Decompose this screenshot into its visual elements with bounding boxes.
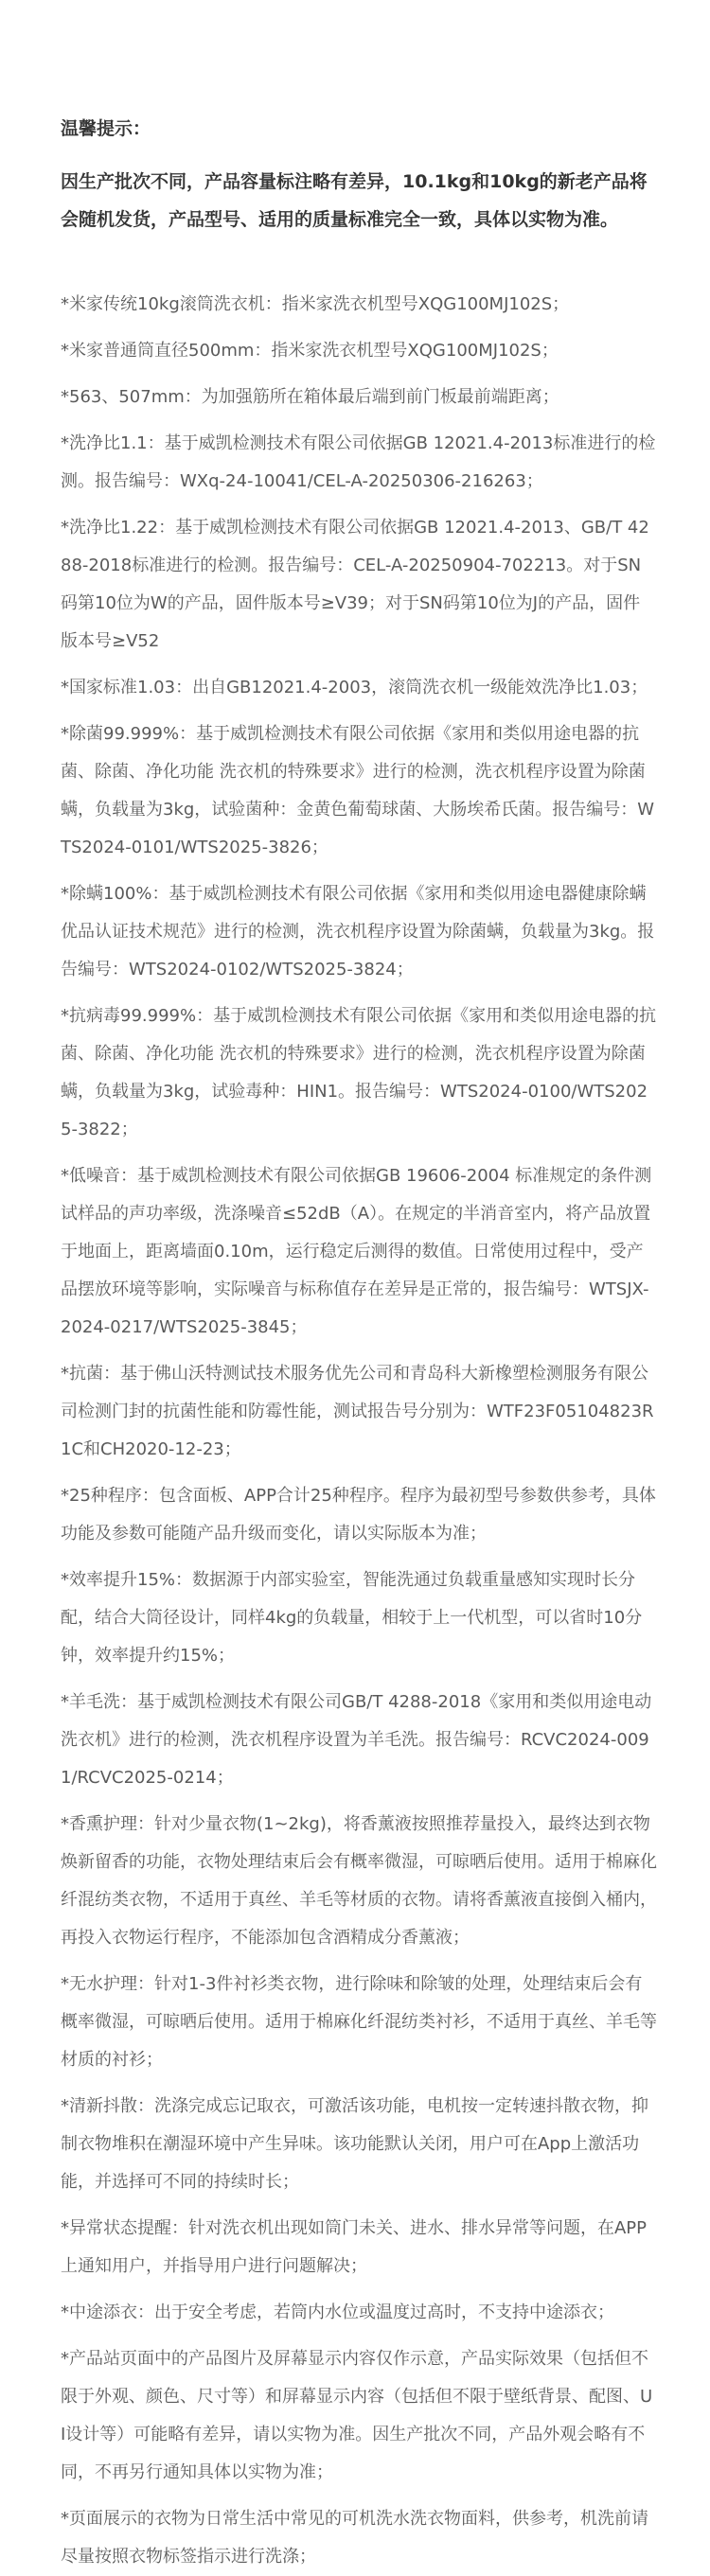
notice-text: 因生产批次不同，产品容量标注略有差异，10.1kg和10kg的新老产品将会随机发货，产品型号、适用的质量标准完全一致，具体以实物为准。 xyxy=(61,171,648,230)
footnote-item: *异常状态提醒：针对洗衣机出现如筒门未关、进水、排水异常等问题，在APP上通知用户，并指导用户进行问题解决； xyxy=(61,2218,648,2276)
footnote-item: *效率提升15%：数据源于内部实验室，智能洗通过负载重量感知实现时长分配，结合大筒径设计，同样4kg的负载量，相较于上一代机型，可以省时10分钟，效率提升约15%； xyxy=(61,1570,643,1666)
footnote-item: *香熏护理：针对少量衣物(1~2kg)，将香薰液按照推荐量投入，最终达到衣物焕新留香的功能，衣物处理结束后会有概率微湿，可晾晒后使用。适用于棉麻化纤混纺类衣物，不适用于真丝、羊毛等材质的衣物。请将香薰液直接倒入桶内，再投入衣物运行程序，不能添加包含酒精成分香薰液； xyxy=(61,1814,657,1948)
footnote-item: *除菌99.999%：基于威凯检测技术有限公司依据《家用和类似用途电器的抗菌、除菌、净化功能 洗衣机的特殊要求》进行的检测，洗衣机程序设置为除菌螨，负载量为3kg，试验菌种：金黄色葡萄球菌、大肠埃希氏菌。报告编号：WTS2024-0101/WTS2025-3826； xyxy=(61,724,655,857)
footnote-item: *除螨100%：基于威凯检测技术有限公司依据《家用和类似用途电器健康除螨优品认证技术规范》进行的检测，洗衣机程序设置为除菌螨，负载量为3kg。报告编号：WTS2024-0102/WTS2025-3824； xyxy=(61,884,655,979)
footnote-item: *中途添衣：出于安全考虑，若筒内水位或温度过高时，不支持中途添衣； xyxy=(61,2303,614,2322)
footnote-item: *产品站页面中的产品图片及屏幕显示内容仅作示意，产品实际效果（包括但不限于外观、颜色、尺寸等）和屏幕显示内容（包括但不限于壁纸背景、配图、UI设计等）可能略有差异，请以实物为准。因生产批次不同，产品外观会略有不同，不再另行通知具体以实物为准； xyxy=(61,2349,653,2482)
footnote-item: *无水护理：针对1-3件衬衫类衣物，进行除味和除皱的处理，处理结束后会有概率微湿，可晾晒后使用。适用于棉麻化纤混纺类衬衫，不适用于真丝、羊毛等材质的衬衫； xyxy=(61,1974,657,2070)
footnote-item: *清新抖散：洗涤完成忘记取衣，可激活该功能，电机按一定转速抖散衣物，抑制衣物堆积在潮湿环境中产生异味。该功能默认关闭，用户可在App上激活功能，并选择可不同的持续时长； xyxy=(61,2096,648,2192)
footnote-list xyxy=(61,286,657,2576)
notice-title: 温馨提示： xyxy=(61,118,151,139)
notice-section xyxy=(61,112,657,238)
footnote-item: *米家普通筒直径500mm：指米家洗衣机型号XQG100MJ102S； xyxy=(61,341,559,361)
footnote-item: *羊毛洗：基于威凯检测技术有限公司GB/T 4288-2018《家用和类似用途电动洗衣机》进行的检测，洗衣机程序设置为羊毛洗。报告编号：RCVC2024-0091/RCVC2025-0214； xyxy=(61,1692,652,1788)
footnote-item: *563、507mm：为加强筋所在箱体最后端到前门板最前端距离； xyxy=(61,387,559,407)
footnote-item: *抗菌：基于佛山沃特测试技术服务优先公司和青岛科大新橡塑检测服务有限公司检测门封的抗菌性能和防霉性能，测试报告号分别为：WTF23F05104823R1C和CH2020-12-23； xyxy=(61,1364,654,1459)
footnote-item: *页面展示的衣物为日常生活中常见的可机洗水洗衣物面料，供参考，机洗前请尽量按照衣物标签指示进行洗涤； xyxy=(61,2509,648,2567)
footnote-item: *25种程序：包含面板、APP合计25种程序。程序为最初型号参数供参考，具体功能及参数可能随产品升级而变化，请以实际版本为准； xyxy=(61,1486,656,1544)
footnote-item: *国家标准1.03：出自GB12021.4-2003，滚筒洗衣机一级能效洗净比1.03； xyxy=(61,678,648,697)
footnote-item: *抗病毒99.999%：基于威凯检测技术有限公司依据《家用和类似用途电器的抗菌、除菌、净化功能 洗衣机的特殊要求》进行的检测，洗衣机程序设置为除菌螨，负载量为3kg，试验毒种：HIN1。报告编号：WTS2024-0100/WTS2025-3822； xyxy=(61,1006,657,1139)
footnote-item: *洗净比1.22：基于威凯检测技术有限公司依据GB 12021.4-2013、GB/T 4288-2018标准进行的检测。报告编号：CEL-A-20250904-702213。对于SN码第10位为W的产品，固件版本号≥V39；对于SN码第10位为J的产品，固件版本号≥V52 xyxy=(61,518,649,651)
footnote-item: *低噪音：基于威凯检测技术有限公司依据GB 19606-2004 标准规定的条件测试样品的声功率级，洗涤噪音≤52dB（A）。在规定的半消音室内，将产品放置于地面上，距离墙面0.10m，运行稳定后测得的数值。日常使用过程中，受产品摆放环境等影响，实际噪音与标称值存在差异是正常的，报告编号：WTSJX-2024-0217/WTS2025-3845； xyxy=(61,1166,652,1337)
footnote-item: *米家传统10kg滚筒洗衣机：指米家洗衣机型号XQG100MJ102S； xyxy=(61,294,570,314)
footnote-item: *洗净比1.1：基于威凯检测技术有限公司依据GB 12021.4-2013标准进行的检测。报告编号：WXq-24-10041/CEL-A-20250306-216263； xyxy=(61,433,656,491)
